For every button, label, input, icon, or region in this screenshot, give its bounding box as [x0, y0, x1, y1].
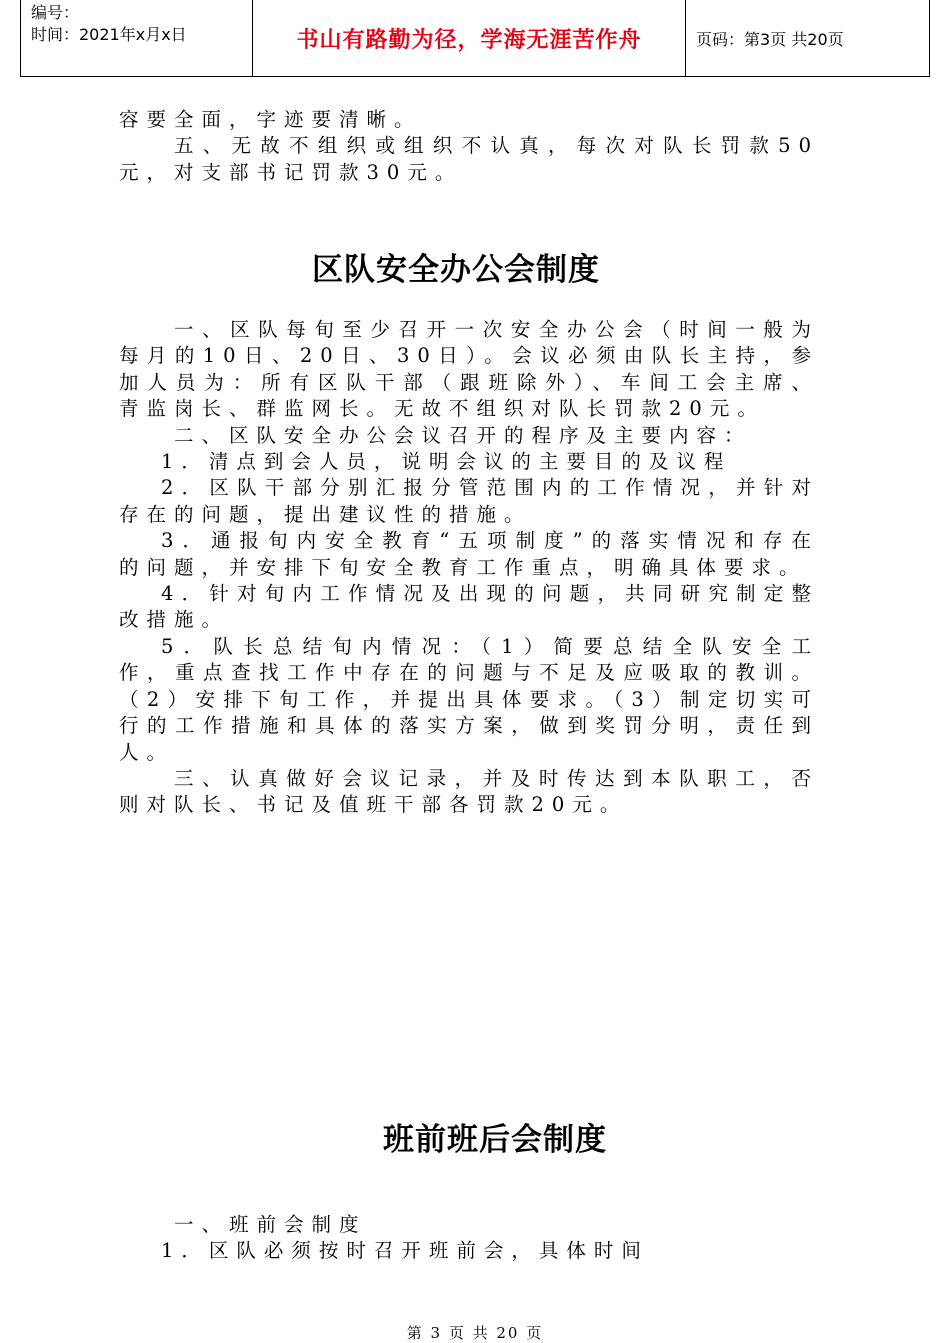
section1-item-5: 5．队长总结旬内情况：（1）简要总结全队安全工作，重点查找工作中存在的问题与不足及应吸取的教训。（2）安排下旬工作，并提出具体要求。（3）制定切实可行的工作措施和具体的落实方案，做到奖罚分明，责任到人。	[119, 634, 819, 764]
section1-paragraph-1: 一、区队每旬至少召开一次安全办公会（时间一般为每月的10日、20日、30日）。会议必须由队长主持，参加人员为：所有区队干部（跟班除外）、车间工会主席、青监岗长、群监网长。无故不组织对队长罚款20元。	[119, 318, 819, 421]
section2-paragraph-2: 1．区队必须按时召开班前会，具体时间	[161, 1239, 649, 1263]
section2-body	[119, 1212, 819, 1265]
block1	[119, 107, 819, 186]
date-label: 时间：2021年x月x日	[31, 25, 187, 44]
section2-paragraph-1: 一、班前会制度	[174, 1213, 367, 1236]
header-meta	[21, 0, 253, 76]
section1-body	[119, 317, 819, 819]
page-footer: 第 3 页 共 20 页	[406, 1324, 544, 1342]
number-label: 编号：	[31, 3, 80, 22]
header-page-label: 页码：第3页 共20页	[696, 29, 844, 49]
block1-paragraph-2: 五、无故不组织或组织不认真，每次对队长罚款50元，对支部书记罚款30元。	[119, 134, 819, 184]
section2-title: 班前班后会制度	[383, 1122, 607, 1158]
section1-title: 区队安全办公会制度	[312, 252, 600, 288]
page-header	[20, 0, 930, 77]
section1-item-1: 1．清点到会人员，说明会议的主要目的及议程	[161, 450, 732, 474]
section1-paragraph-2: 二、区队安全办公会议召开的程序及主要内容：	[174, 423, 752, 447]
block1-paragraph-1: 容要全面，字迹要清晰。	[119, 108, 422, 131]
section1-item-4: 4．针对旬内工作情况及出现的问题，共同研究制定整改措施。	[119, 582, 819, 632]
header-motto: 书山有路勤为径，学海无涯苦作舟	[253, 0, 686, 76]
section1-item-3: 3．通报旬内安全教育“五项制度”的落实情况和存在的问题，并安排下旬安全教育工作重点，明确具体要求。	[119, 529, 819, 579]
section1-paragraph-3: 三、认真做好会议记录，并及时传达到本队职工，否则对队长、书记及值班干部各罚款20元。	[119, 766, 819, 817]
section1-item-2: 2．区队干部分别汇报分管范围内的工作情况，并针对存在的问题，提出建议性的措施。	[119, 476, 819, 526]
